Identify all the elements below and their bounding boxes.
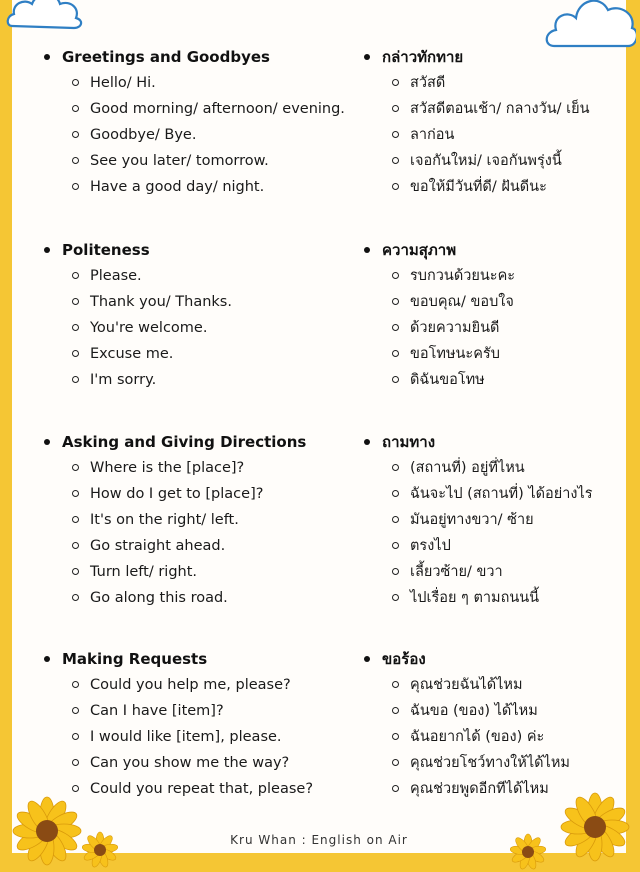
phrase-item: สวัสดีตอนเช้า/ กลางวัน/ เย็น <box>362 96 632 122</box>
phrase-item: (สถานที่) อยู่ที่ไหน <box>362 455 632 481</box>
sunflower-small-icon <box>508 832 548 872</box>
phrase-item: คุณช่วยพูดอีกทีได้ไหม <box>362 776 632 802</box>
phrase-item: Can I have [item]? <box>42 698 342 724</box>
phrase-item: ฉันจะไป (สถานที่) ได้อย่างไร <box>362 481 632 507</box>
section-heading: Making Requests <box>42 646 342 672</box>
section-heading: ความสุภาพ <box>362 237 632 263</box>
english-column <box>42 237 342 393</box>
phrase-item: ดิฉันขอโทษ <box>362 367 632 393</box>
thai-column <box>362 646 632 802</box>
phrase-item: รบกวนด้วยนะคะ <box>362 263 632 289</box>
phrase-item: เลี้ยวซ้าย/ ขวา <box>362 559 632 585</box>
phrase-item: คุณช่วยโชว์ทางให้ได้ไหม <box>362 750 632 776</box>
phrase-item: ด้วยความยินดี <box>362 315 632 341</box>
sunflower-icon <box>12 796 82 866</box>
phrase-item: Please. <box>42 263 342 289</box>
phrase-item: Hello/ Hi. <box>42 70 342 96</box>
phrase-item: ไปเรื่อย ๆ ตามถนนนี้ <box>362 585 632 611</box>
phrase-item: มันอยู่ทางขวา/ ซ้าย <box>362 507 632 533</box>
phrase-item: Turn left/ right. <box>42 559 342 585</box>
phrase-item: It's on the right/ left. <box>42 507 342 533</box>
english-column <box>42 646 342 802</box>
phrase-item: ขอโทษนะครับ <box>362 341 632 367</box>
phrase-item: Goodbye/ Bye. <box>42 122 342 148</box>
sunflower-icon <box>560 792 630 862</box>
phrase-item: I would like [item], please. <box>42 724 342 750</box>
phrase-item: Have a good day/ night. <box>42 174 342 200</box>
cloud-left-icon <box>6 0 86 32</box>
phrase-item: Excuse me. <box>42 341 342 367</box>
phrase-item: You're welcome. <box>42 315 342 341</box>
section-heading: ถามทาง <box>362 429 632 455</box>
section-heading: Asking and Giving Directions <box>42 429 342 455</box>
phrase-item: Could you repeat that, please? <box>42 776 342 802</box>
phrase-item: สวัสดี <box>362 70 632 96</box>
phrase-item: Go along this road. <box>42 585 342 611</box>
phrase-item: Go straight ahead. <box>42 533 342 559</box>
section-heading: ขอร้อง <box>362 646 632 672</box>
section-heading: กล่าวทักทาย <box>362 44 632 70</box>
phrase-item: เจอกันใหม่/ เจอกันพรุ่งนี้ <box>362 148 632 174</box>
phrase-item: คุณช่วยฉันได้ไหม <box>362 672 632 698</box>
page <box>12 0 626 853</box>
phrase-item: ฉันขอ (ของ) ได้ไหม <box>362 698 632 724</box>
thai-column <box>362 237 632 393</box>
phrase-item: I'm sorry. <box>42 367 342 393</box>
section-heading: Greetings and Goodbyes <box>42 44 342 70</box>
sunflower-small-icon <box>80 830 120 870</box>
phrase-item: ฉันอยากได้ (ของ) ค่ะ <box>362 724 632 750</box>
english-column <box>42 429 342 611</box>
phrase-item: Where is the [place]? <box>42 455 342 481</box>
phrase-item: Can you show me the way? <box>42 750 342 776</box>
thai-column <box>362 44 632 200</box>
phrase-item: See you later/ tomorrow. <box>42 148 342 174</box>
section-heading: Politeness <box>42 237 342 263</box>
phrase-item: ตรงไป <box>362 533 632 559</box>
phrase-item: Could you help me, please? <box>42 672 342 698</box>
phrase-item: Good morning/ afternoon/ evening. <box>42 96 342 122</box>
footer-credit: Kru Whan : English on Air <box>230 833 408 847</box>
phrase-item: ลาก่อน <box>362 122 632 148</box>
english-column <box>42 44 345 200</box>
phrase-item: Thank you/ Thanks. <box>42 289 342 315</box>
phrase-item: How do I get to [place]? <box>42 481 342 507</box>
phrase-item: ขอบคุณ/ ขอบใจ <box>362 289 632 315</box>
phrase-item: ขอให้มีวันที่ดี/ ฝันดีนะ <box>362 174 632 200</box>
thai-column <box>362 429 632 611</box>
